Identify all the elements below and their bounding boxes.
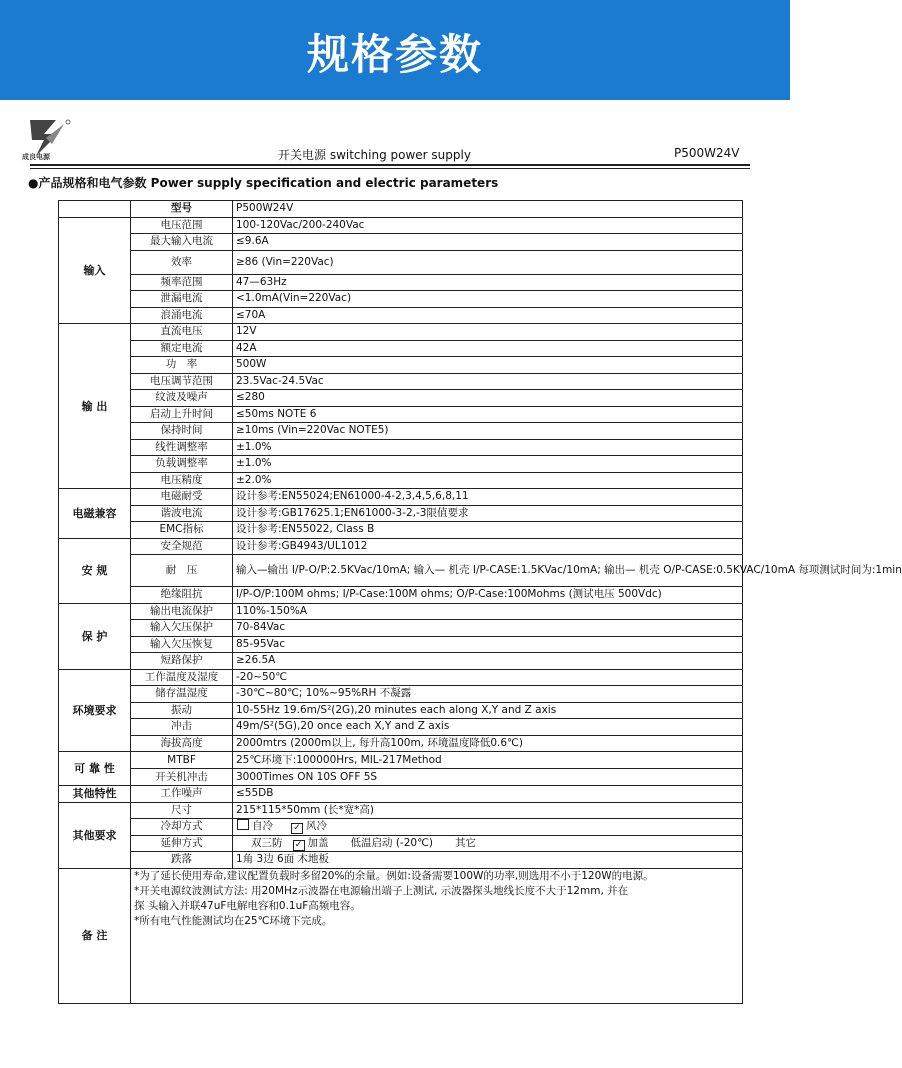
brand-name-cn: 成良电源 <box>22 153 50 161</box>
spec-item-label: 直流电压 <box>131 324 233 341</box>
spec-item-value: ≤280 <box>233 390 743 407</box>
table-row <box>59 752 743 769</box>
brand-logo-text <box>22 152 50 162</box>
spec-item-value: ±1.0% <box>233 456 743 473</box>
checked-box-icon: ✓ <box>291 823 303 834</box>
group-label-safety: 安 规 <box>59 538 131 603</box>
document-model: P500W24V <box>674 146 740 160</box>
spec-table <box>58 200 902 1004</box>
spec-item-label: 尺寸 <box>131 802 233 819</box>
group-label-env: 环境要求 <box>59 669 131 752</box>
table-row <box>59 340 743 357</box>
table-row <box>59 868 743 1003</box>
option-text: 自冷 <box>252 820 273 833</box>
spec-item-label: 启动上升时间 <box>131 406 233 423</box>
table-row <box>59 505 743 522</box>
spec-item-label: 延伸方式 <box>131 835 233 852</box>
spec-item-value: 110%-150%A <box>233 603 743 620</box>
spec-item-label: 输入欠压恢复 <box>131 636 233 653</box>
table-row <box>59 201 743 218</box>
table-row <box>59 620 743 637</box>
table-row <box>59 373 743 390</box>
spec-item-value: 3000Times ON 10S OFF 5S <box>233 769 743 786</box>
spec-item-label: 泄漏电流 <box>131 291 233 308</box>
document-title: 开关电源 switching power supply <box>278 148 471 162</box>
spec-item-value <box>233 819 743 836</box>
table-row <box>59 489 743 506</box>
table-row <box>59 603 743 620</box>
spec-item-label: 电压精度 <box>131 472 233 489</box>
spec-item-label: 电压范围 <box>131 217 233 234</box>
group-label-reliability: 可 靠 性 <box>59 752 131 786</box>
spec-item-value: 设计参考:EN55024;EN61000-4-2,3,4,5,6,8,11 <box>233 489 743 506</box>
table-row <box>59 819 743 836</box>
table-row <box>59 786 743 803</box>
spec-item-value: ≥26.5A <box>233 653 743 670</box>
blank-cell <box>59 201 131 218</box>
spec-item-label: 跌落 <box>131 852 233 869</box>
spec-item-label: 振动 <box>131 702 233 719</box>
spec-item-label: 输入欠压保护 <box>131 620 233 637</box>
group-label-output: 输 出 <box>59 324 131 489</box>
group-label-protect: 保 护 <box>59 603 131 669</box>
table-row <box>59 587 743 604</box>
spec-item-label: 功 率 <box>131 357 233 374</box>
remark-line: 探 头输入并联47uF电解电容和0.1uF高频电容。 <box>134 899 361 912</box>
option-text: 215*115*50mm (长*宽*高) <box>236 803 374 816</box>
spec-item-label: 绝缘阻抗 <box>131 587 233 604</box>
spec-item-value: 输入—输出 I/P-O/P:2.5KVac/10mA; 输入— 机壳 I/P-CASE:1.5KVac/10mA; 输出— 机壳 O/P-CASE:0.5KVAC/10mA 每项测试时间为:1min <box>233 555 743 587</box>
spec-item-label: 负载调整率 <box>131 456 233 473</box>
option-text: 加盖 <box>307 836 329 849</box>
spec-item-value: 23.5Vac-24.5Vac <box>233 373 743 390</box>
spec-item-label: 海拔高度 <box>131 735 233 752</box>
remark-line: *所有电气性能测试均在25℃环境下完成。 <box>134 914 333 927</box>
spec-item-label: 额定电流 <box>131 340 233 357</box>
checked-box-icon: ✓ <box>293 840 305 851</box>
spec-item-value <box>233 835 743 852</box>
spec-item-label: 冲击 <box>131 719 233 736</box>
option-text: 其它 <box>454 836 476 849</box>
remark-line: *开关电源纹波测试方法: 用20MHz示波器在电源输出端子上测试, 示波器探头地线长度不大于12mm, 并在 <box>134 884 629 897</box>
spec-item-label: 线性调整率 <box>131 439 233 456</box>
spec-item-label: 最大输入电流 <box>131 234 233 251</box>
table-row <box>59 719 743 736</box>
table-row <box>59 423 743 440</box>
table-row <box>59 555 743 587</box>
spec-item-value: 70-84Vac <box>233 620 743 637</box>
table-row <box>59 702 743 719</box>
spec-item-value: ±2.0% <box>233 472 743 489</box>
table-row <box>59 324 743 341</box>
group-label-other_char: 其他特性 <box>59 786 131 803</box>
spec-item-label: 电压调节范围 <box>131 373 233 390</box>
group-label-input: 输入 <box>59 217 131 324</box>
table-row <box>59 234 743 251</box>
table-row <box>59 472 743 489</box>
spec-item-value: -30℃~80℃; 10%~95%RH 不凝露 <box>233 686 743 703</box>
spec-item-value: 25℃环境下:100000Hrs, MIL-217Method <box>233 752 743 769</box>
spec-item-value: 47—63Hz <box>233 274 743 291</box>
spec-item-value: -20~50℃ <box>233 669 743 686</box>
option-text: 1角 3边 6面 木地板 <box>236 853 330 866</box>
table-row <box>59 802 743 819</box>
spec-item-label: 谐波电流 <box>131 505 233 522</box>
spec-item-label: 工作温度及湿度 <box>131 669 233 686</box>
spec-item-value: ≤9.6A <box>233 234 743 251</box>
table-row <box>59 735 743 752</box>
spec-item-value <box>233 852 743 869</box>
table-row <box>59 406 743 423</box>
spec-item-label: 冷却方式 <box>131 819 233 836</box>
spec-item-label: 输出电流保护 <box>131 603 233 620</box>
spec-item-value: <1.0mA(Vin=220Vac) <box>233 291 743 308</box>
spec-item-label: 保持时间 <box>131 423 233 440</box>
group-label-other-req: 其他要求 <box>59 802 131 868</box>
banner-title: 规格参数 <box>306 30 483 79</box>
group-label-emc: 电磁兼容 <box>59 489 131 539</box>
spec-item-label: 安全规范 <box>131 538 233 555</box>
spec-item-value: ≤50ms NOTE 6 <box>233 406 743 423</box>
spec-item-value: 42A <box>233 340 743 357</box>
table-row <box>59 522 743 539</box>
spec-item-value <box>233 802 743 819</box>
table-row <box>59 669 743 686</box>
model-label: 型号 <box>131 201 233 218</box>
table-row <box>59 852 743 869</box>
option-text: 双三防 <box>251 836 283 849</box>
spec-item-value: ≥86 (Vin=220Vac) <box>233 250 743 274</box>
remark-line: *为了延长使用寿命,建议配置负载时多留20%的余量。例如:设备需要100W的功率,则选用不小于120W的电源。 <box>134 869 654 882</box>
spec-item-value: I/P-O/P:100M ohms; I/P-Case:100M ohms; O/P-Case:100Mohms (测试电压 500Vdc) <box>233 587 743 604</box>
spec-item-value: 49m/S²(5G),20 once each X,Y and Z axis <box>233 719 743 736</box>
spec-item-value: ±1.0% <box>233 439 743 456</box>
spec-item-value: 100-120Vac/200-240Vac <box>233 217 743 234</box>
table-row <box>59 217 743 234</box>
unchecked-box-icon <box>237 819 249 830</box>
spec-item-value: 设计参考:EN55022, Class B <box>233 522 743 539</box>
spec-item-value: 设计参考:GB4943/UL1012 <box>233 538 743 555</box>
spec-item-value: 2000mtrs (2000m以上, 每升高100m, 环境温度降低0.6℃) <box>233 735 743 752</box>
spec-item-value: 500W <box>233 357 743 374</box>
table-row <box>59 250 743 274</box>
remarks-cell <box>131 868 743 1003</box>
spec-item-label: 浪涌电流 <box>131 307 233 324</box>
table-row <box>59 538 743 555</box>
spec-item-label: 电磁耐受 <box>131 489 233 506</box>
spec-item-label: 开关机冲击 <box>131 769 233 786</box>
table-row <box>59 769 743 786</box>
spec-item-label: 频率范围 <box>131 274 233 291</box>
option-text: 低温启动 (-20℃) <box>350 836 433 849</box>
spec-item-label: 效率 <box>131 250 233 274</box>
spec-item-label: 耐 压 <box>131 555 233 587</box>
table-row <box>59 390 743 407</box>
table-row <box>59 653 743 670</box>
spec-item-value: 10-55Hz 19.6m/S²(2G),20 minutes each along X,Y and Z axis <box>233 702 743 719</box>
header-rule-thin <box>30 168 750 169</box>
table-row <box>59 274 743 291</box>
table-row <box>59 636 743 653</box>
table-row <box>59 835 743 852</box>
option-text: 风冷 <box>306 820 327 833</box>
spec-item-value: 85-95Vac <box>233 636 743 653</box>
table-row <box>59 307 743 324</box>
spec-item-label: EMC指标 <box>131 522 233 539</box>
table-row <box>59 456 743 473</box>
model-value: P500W24V <box>233 201 743 218</box>
table-row <box>59 357 743 374</box>
spec-item-value: ≤55DB <box>233 786 743 803</box>
spec-item-label: 纹波及噪声 <box>131 390 233 407</box>
spec-item-label: 工作噪声 <box>131 786 233 803</box>
header-rule-thick <box>30 164 750 166</box>
group-label-remarks: 备 注 <box>59 868 131 1003</box>
table-row <box>59 686 743 703</box>
spec-item-label: MTBF <box>131 752 233 769</box>
spec-item-value: 设计参考:GB17625.1;EN61000-3-2,-3限值要求 <box>233 505 743 522</box>
table-row <box>59 439 743 456</box>
spec-item-value: 12V <box>233 324 743 341</box>
section-heading: ●产品规格和电气参数 Power supply specification and electric parameters <box>28 176 499 190</box>
spec-item-value: ≤70A <box>233 307 743 324</box>
table-row <box>59 291 743 308</box>
spec-item-value: ≥10ms (Vin=220Vac NOTE5) <box>233 423 743 440</box>
spec-item-label: 储存温湿度 <box>131 686 233 703</box>
spec-item-label: 短路保护 <box>131 653 233 670</box>
title-banner <box>0 0 790 100</box>
